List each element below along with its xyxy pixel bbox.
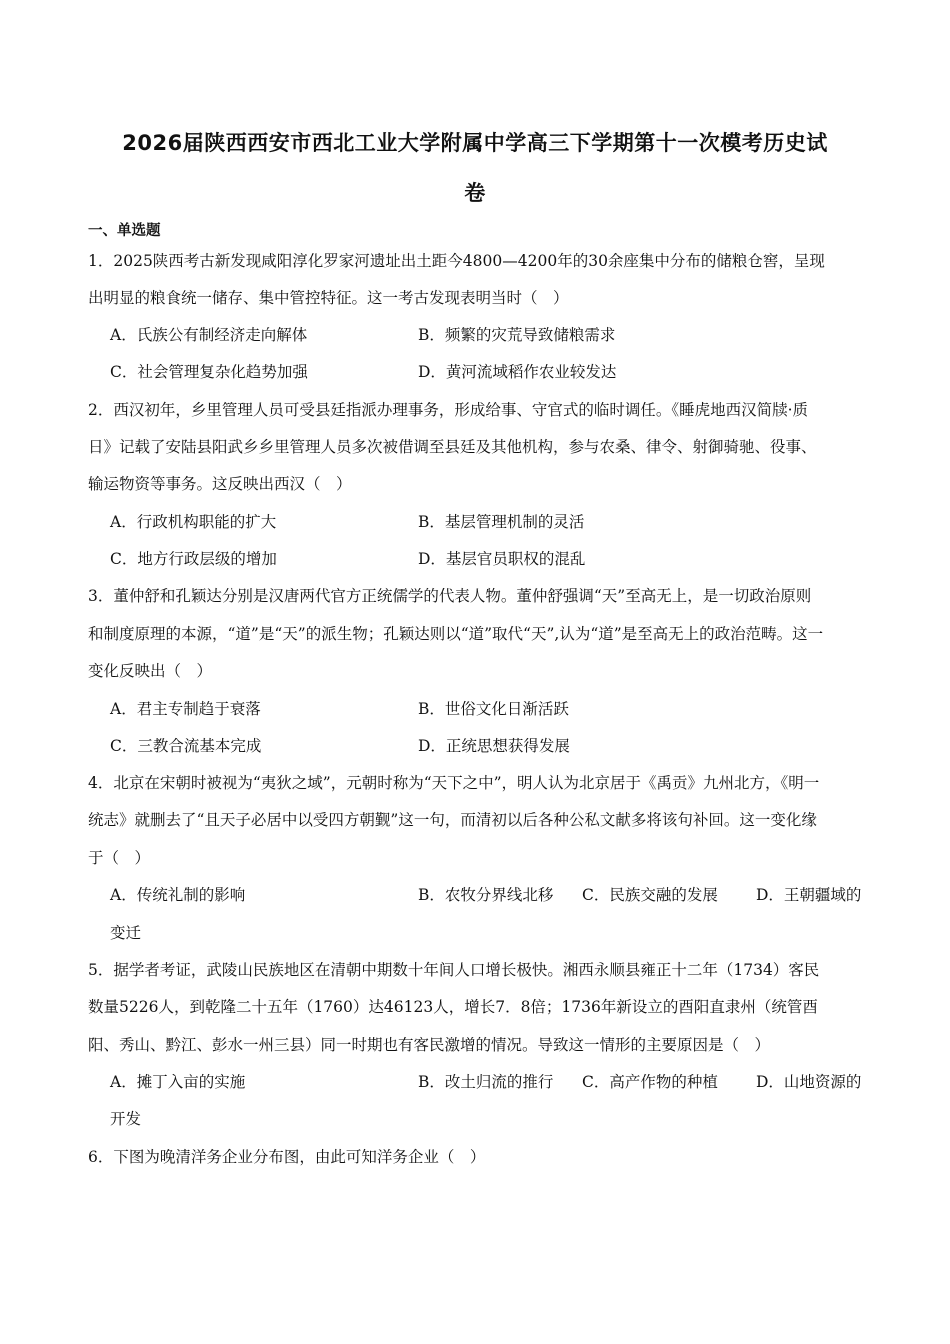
question-4-text-line2: 统志》就删去了“且天子必居中以受四方朝觐”这一句，而清初以后各种公私文献多将该句补回。这一变化缘 (88, 811, 817, 829)
question-4-option-a: A．传统礼制的影响 (110, 886, 246, 904)
section-heading: 一、单选题 (88, 223, 161, 239)
question-5-option-c: C．高产作物的种植 (582, 1073, 718, 1091)
question-2-text-line1: 2．西汉初年，乡里管理人员可受县廷指派办理事务，形成给事、守官式的临时调任。《睡虎地西汉简牍·质 (88, 401, 809, 419)
question-1-text-line2: 出明显的粮食统一储存、集中管控特征。这一考古发现表明当时（ ） (88, 289, 569, 307)
question-4-option-b: B．农牧分界线北移 (418, 886, 554, 904)
question-3-option-c: C．三教合流基本完成 (110, 737, 262, 755)
question-1-option-a: A．氏族公有制经济走向解体 (110, 326, 308, 344)
question-3-option-b: B．世俗文化日渐活跃 (418, 700, 569, 718)
question-2-option-c: C．地方行政层级的增加 (110, 550, 277, 568)
question-4-text-line3: 于（ ） (88, 849, 151, 867)
question-4-text-line1: 4．北京在宋朝时被视为“夷狄之域”，元朝时称为“天下之中”，明人认为北京居于《禹贡》九州北方，《明一 (88, 774, 820, 792)
question-3-option-a: A．君主专制趋于衰落 (110, 700, 261, 718)
question-5-option-a: A．摊丁入亩的实施 (110, 1073, 246, 1091)
question-3-text-line3: 变化反映出（ ） (88, 662, 213, 680)
question-5-option-b: B．改土归流的推行 (418, 1073, 554, 1091)
question-1-option-d: D．黄河流域稻作农业较发达 (418, 363, 617, 381)
question-5-text-line2: 数量5226人，到乾隆二十五年（1760）达46123人，增长7．8倍；1736年新设立的酉阳直隶州（统管酉 (88, 998, 818, 1016)
question-4-option-c: C．民族交融的发展 (582, 886, 718, 904)
question-1-option-b: B．频繁的灾荒导致储粮需求 (418, 326, 616, 344)
question-6-text-line1: 6．下图为晚清洋务企业分布图，由此可知洋务企业（ ） (88, 1148, 486, 1166)
question-2-option-a: A．行政机构职能的扩大 (110, 513, 277, 531)
question-5-text-line3: 阳、秀山、黔江、彭水一州三县）同一时期也有客民激增的情况。导致这一情形的主要原因是（ ） (88, 1036, 771, 1054)
question-4-option-d: D．王朝疆域的 (756, 886, 862, 904)
question-3-option-d: D．正统思想获得发展 (418, 737, 570, 755)
question-3-text-line1: 3．董仲舒和孔颖达分别是汉唐两代官方正统儒学的代表人物。董仲舒强调“天”至高无上，是一切政治原则 (88, 587, 812, 605)
question-5-option-d-wrap: 开发 (110, 1110, 142, 1128)
question-2-text-line3: 输运物资等事务。这反映出西汉（ ） (88, 475, 352, 493)
question-2-text-line2: 日》记载了安陆县阳武乡乡里管理人员多次被借调至县廷及其他机构，参与农桑、律令、射御骑驰、役事、 (88, 438, 817, 456)
exam-title-line2: 卷 (464, 181, 486, 205)
question-3-text-line2: 和制度原理的本源，“道”是“天”的派生物；孔颖达则以“道”取代“天”,认为“道”是至高无上的政治范畴。这一 (88, 625, 824, 643)
exam-title-line1: 2026届陕西西安市西北工业大学附属中学高三下学期第十一次模考历史试 (122, 131, 828, 155)
question-4-option-d-wrap: 变迁 (110, 924, 142, 942)
question-2-option-b: B．基层管理机制的灵活 (418, 513, 585, 531)
question-2-option-d: D．基层官员职权的混乱 (418, 550, 586, 568)
question-5-text-line1: 5．据学者考证，武陵山民族地区在清朝中期数十年间人口增长极快。湘西永顺县雍正十二年（1734）客民 (88, 961, 820, 979)
question-1-option-c: C．社会管理复杂化趋势加强 (110, 363, 308, 381)
question-5-option-d: D．山地资源的 (756, 1073, 862, 1091)
question-1-text-line1: 1．2025陕西考古新发现咸阳淳化罗家河遗址出土距今4800—4200年的30余座集中分布的储粮仓窖，呈现 (88, 252, 825, 270)
